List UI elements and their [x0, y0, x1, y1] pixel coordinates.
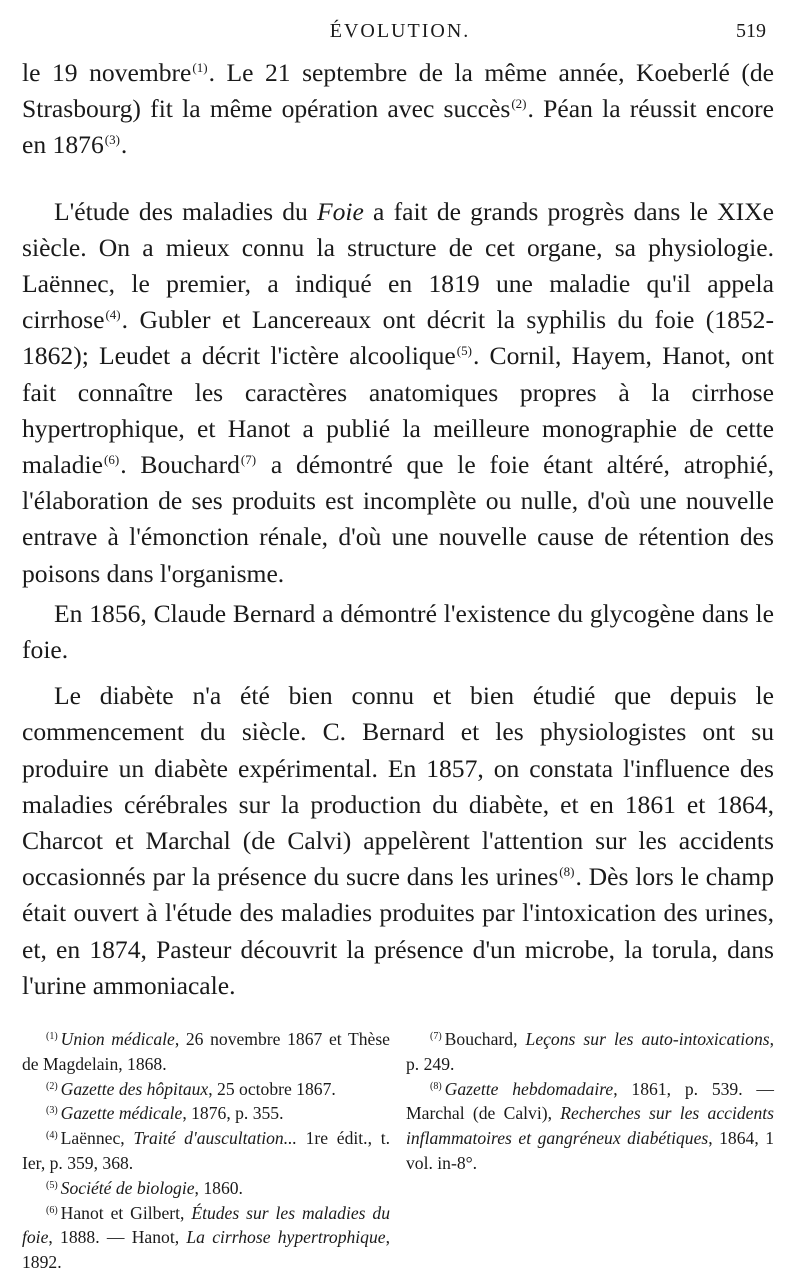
footnote-italic: Traité d'auscultation... — [133, 1128, 297, 1149]
footnote-ref-6: (6) — [104, 452, 120, 468]
footnote-number: (8) — [430, 1080, 442, 1092]
footnote-text: , 1861, p. 539. — Marchal (de Calvi), — [406, 1078, 774, 1124]
footnote-4 — [22, 1126, 390, 1176]
text-run: . — [120, 130, 128, 160]
footnote-italic: Recherches sur les accidents inflammatoires et gangréneux diabétiques — [406, 1103, 774, 1149]
footnote-italic: Gazette des hôpitaux — [60, 1078, 209, 1099]
main-text — [22, 55, 774, 1004]
text-run: . Le 21 septembre de la même année, Koeberlé (de Strasbourg) fit la même opération avec succès — [22, 58, 775, 124]
footnote-3 — [22, 1101, 390, 1126]
footnote-ref-7: (7) — [240, 452, 257, 468]
paragraph-glycogene: En 1856, Claude Bernard a démontré l'existence du glycogène dans le foie. — [22, 598, 774, 665]
footnote-text: , 1892. — [22, 1227, 390, 1273]
footnote-number: (1) — [46, 1031, 58, 1042]
footnote-text: Bouchard, — [444, 1029, 526, 1049]
text-run: . Cornil, Hayem, Hanot, ont fait connaître les caractères anatomiques propres à la cirrhose hypertrophique, et Hanot a publié la meilleure monographie de cette maladie — [22, 341, 774, 480]
footnote-number: (4) — [46, 1130, 58, 1142]
footnote-ref-1: (1) — [192, 60, 208, 75]
footnote-italic: Union médicale — [60, 1029, 175, 1049]
footnote-text: 1re édit., t. Ier, p. 359, 368. — [22, 1128, 390, 1173]
text-run: Le diabète n'a été bien connu et bien étudié que depuis le commencement du siècle. C. Bernard et les physiologistes ont su produire un diabète expérimental. En 1857, on constata l'influence des maladies cérébrales sur la production du diabète, et en 1861 et 1864, Charcot et Marchal (de Calvi) appelèrent l'attention sur les accidents occasionnés par la présence du sucre dans les urines — [22, 681, 774, 892]
footnote-6 — [22, 1201, 390, 1275]
paragraph-foie — [22, 194, 774, 592]
italic-foie: Foie — [316, 196, 364, 226]
footnote-ref-8: (8) — [559, 864, 575, 880]
paragraph-diabete — [22, 678, 774, 1004]
page-number: 519 — [736, 20, 766, 42]
page-header — [0, 18, 800, 48]
footnote-text: , 1888. — Hanot, — [48, 1227, 187, 1248]
footnote-text: , 1876, p. 355. — [182, 1103, 284, 1124]
text-run: . Bouchard — [120, 450, 240, 480]
footnote-ref-3: (3) — [104, 132, 120, 148]
footnotes-right-column — [406, 1027, 774, 1275]
footnote-ref-2: (2) — [511, 96, 527, 112]
footnote-number: (3) — [46, 1105, 58, 1117]
footnote-2 — [22, 1077, 390, 1102]
text-run: . Gubler et Lancereaux ont décrit la syphilis du foie (1852-1862); Leudet a décrit l'ictère alcoolique — [22, 305, 774, 371]
footnote-italic: Leçons sur les auto-intoxications — [525, 1029, 770, 1049]
footnote-5 — [22, 1176, 390, 1201]
footnote-italic: Gazette médicale — [60, 1103, 183, 1124]
footnotes-left-column — [22, 1027, 390, 1275]
footnote-text: , p. 249. — [406, 1029, 774, 1074]
text-run: a démontré que le foie étant altéré, atrophié, l'élaboration de ses produits est incomplète ou nulle, d'où une nouvelle entrave à l'émonction rénale, d'où une nouvelle cause de rétention des poisons dans l'organisme. — [22, 450, 774, 588]
footnote-text: Laënnec, — [60, 1128, 134, 1149]
footnote-1 — [22, 1027, 390, 1077]
text-run: a fait de grands progrès dans le XIXe siècle. On a mieux connu la structure de cet organe, sa physiologie. Laënnec, le premier, a indiqué en 1819 une maladie qu'il appela cirrhose — [22, 196, 774, 335]
text-run: le 19 novembre — [22, 58, 192, 87]
footnote-ref-5: (5) — [456, 343, 472, 359]
footnote-8 — [406, 1077, 774, 1176]
footnote-italic: Société de biologie — [60, 1177, 195, 1198]
text-run: . Péan la réussit encore en 1876 — [22, 94, 774, 160]
footnotes — [22, 1027, 774, 1275]
footnote-text: , 25 octobre 1867. — [208, 1078, 336, 1099]
footnote-text: Hanot et Gilbert, — [60, 1202, 192, 1223]
footnote-text: , 26 novembre 1867 et Thèse de Magdelain, 1868. — [22, 1029, 390, 1074]
paragraph-1 — [22, 55, 774, 164]
footnote-text: , 1860. — [194, 1177, 243, 1198]
footnote-number: (2) — [46, 1080, 58, 1092]
text-run: . Dès lors le champ était ouvert à l'étude des maladies produites par l'intoxication des urines, et, en 1874, Pasteur découvrit la présence d'un microbe, la torula, dans l'urine ammoniacale. — [22, 862, 774, 1000]
footnote-italic: La cirrhose hypertrophique — [186, 1227, 386, 1248]
footnote-number: (6) — [46, 1204, 58, 1216]
running-title: ÉVOLUTION. — [329, 20, 471, 42]
footnote-italic: Gazette hebdomadaire — [444, 1078, 614, 1099]
footnote-ref-4: (4) — [105, 307, 121, 323]
footnote-italic: Études sur les maladies du foie — [22, 1202, 390, 1248]
footnote-7 — [406, 1027, 774, 1077]
footnote-text: , 1864, 1 vol. in-8°. — [406, 1128, 774, 1173]
text-run: L'étude des maladies du — [54, 196, 317, 226]
footnote-number: (5) — [46, 1179, 58, 1191]
footnote-number: (7) — [430, 1031, 442, 1042]
